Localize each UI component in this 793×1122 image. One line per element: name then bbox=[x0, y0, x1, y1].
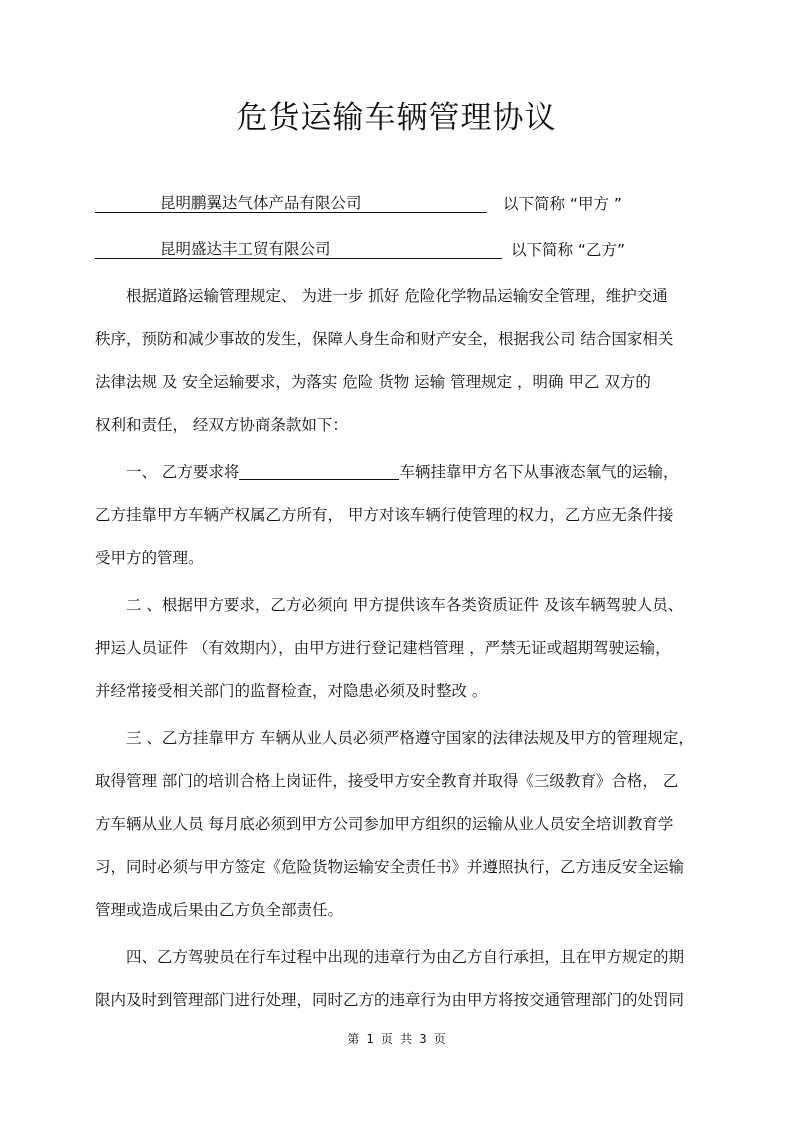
clause-3 bbox=[95, 717, 705, 932]
paragraph-line: 法律法规 及 安全运输要求，为落实 危险 货物 运输 管理规定 ，明确 甲乙 双方的 bbox=[95, 373, 651, 391]
page-footer: 第 1 页 共 3 页 bbox=[347, 1032, 446, 1046]
intro-paragraph bbox=[95, 275, 705, 447]
paragraph-line: 管理或造成后果由乙方负全部责任。 bbox=[95, 901, 344, 919]
paragraph-line: 受甲方的管理。 bbox=[95, 549, 204, 567]
paragraph-line: 限内及时到管理部门进行处理，同时乙方的违章行为由甲方将按交通管理部门的处罚同 bbox=[95, 991, 685, 1009]
paragraph-line: 二 、根据甲方要求，乙方必须向 甲方提供该车各类资质证件 及该车辆驾驶人员、 bbox=[126, 596, 684, 614]
clause-1-suffix: 车辆挂靠甲方名下从事液态氧气的运输， bbox=[399, 463, 679, 481]
paragraph-line: 三 、乙方挂靠甲方 车辆从业人员必须严格遵守国家的法律法规及甲方的管理规定， bbox=[126, 729, 694, 747]
party-b-designation: 以下简称 “乙方” bbox=[511, 241, 625, 259]
paragraph-line: 并经常接受相关部门的监督检查，对隐患必须及时整改 。 bbox=[95, 682, 488, 700]
paragraph-line: 乙方挂靠甲方车辆产权属乙方所有， 甲方对该车辆行使管理的权力，乙方应无条件接 bbox=[95, 506, 674, 524]
document-title: 危货运输车辆管理协议 bbox=[236, 100, 557, 136]
paragraph-line: 习，同时必须与甲方签定《危险货物运输安全责任书》并遵照执行，乙方违反安全运输 bbox=[95, 858, 685, 876]
clause-1 bbox=[95, 451, 705, 580]
paragraph-line: 权利和责任， 经双方协商条款如下： bbox=[95, 416, 348, 434]
clause-4 bbox=[95, 936, 705, 1022]
paragraph-line: 取得管理 部门的培训合格上岗证件，接受甲方安全教育并取得《三级教育》合格， 乙 bbox=[95, 772, 679, 790]
clause-1-prefix: 一、 乙方要求将 bbox=[126, 463, 240, 481]
party-a-row bbox=[95, 192, 655, 216]
paragraph-line: 方车辆从业人员 每月底必须到甲方公司参加甲方组织的运输从业人员安全培训教育学 bbox=[95, 815, 674, 833]
clause-2 bbox=[95, 584, 705, 713]
party-b-name: 昆明盛达丰工贸有限公司 bbox=[160, 240, 331, 258]
vehicle-blank-field bbox=[239, 461, 399, 480]
paragraph-line: 四、乙方驾驶员在行车过程中出现的违章行为由乙方自行承担，且在甲方规定的期 bbox=[126, 948, 685, 966]
party-b-row bbox=[95, 238, 655, 262]
clause-1-first-line bbox=[95, 451, 705, 494]
paragraph-line: 押运人员证件 （有效期内），由甲方进行登记建档管理 ，严禁无证或超期驾驶运输， bbox=[95, 639, 671, 657]
party-a-name: 昆明鹏翼达气体产品有限公司 bbox=[160, 194, 362, 212]
party-a-designation: 以下简称 “甲方 ” bbox=[503, 195, 622, 213]
paragraph-line: 秩序，预防和减少事故的发生，保障人身生命和财产安全，根据我公司 结合国家相关 bbox=[95, 330, 674, 348]
paragraph-line: 根据道路运输管理规定、 为进一步 抓好 危险化学物品运输安全管理，维护交通 bbox=[126, 287, 668, 305]
